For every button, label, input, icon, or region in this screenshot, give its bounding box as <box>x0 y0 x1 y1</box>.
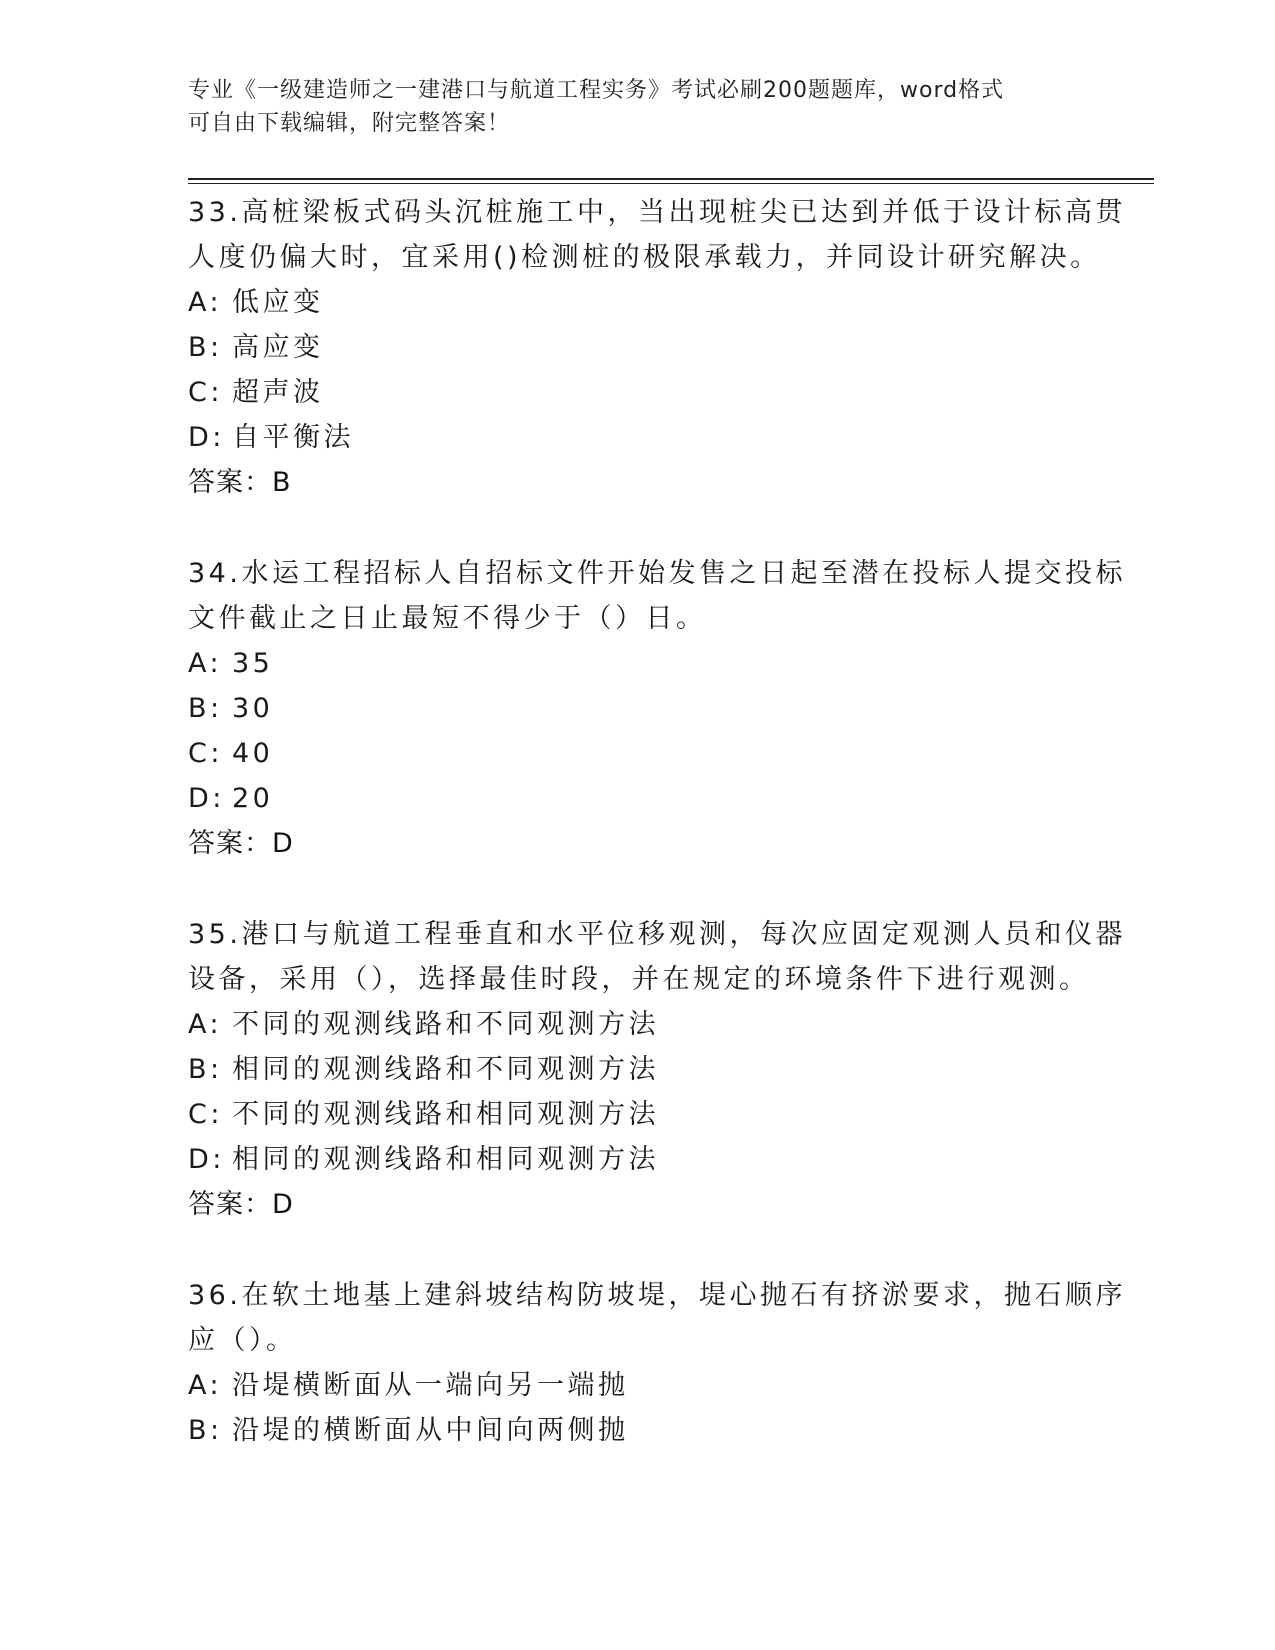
question-stem <box>188 1273 1126 1363</box>
option-a <box>188 1002 1088 1047</box>
question-34 <box>188 551 1126 866</box>
header-line-2: 可自由下载编辑，附完整答案！ <box>188 111 511 136</box>
question-stem <box>188 190 1126 280</box>
question-stem <box>188 551 1126 641</box>
document-header <box>188 74 1068 140</box>
header-divider-thin <box>188 183 1154 184</box>
answer-line: 答案：D <box>188 828 294 859</box>
option-key: C: <box>188 1099 223 1130</box>
stem-line: 应（）。 <box>188 1325 297 1356</box>
option-key: C: <box>188 377 223 408</box>
stem-line: 33.高桩梁板式码头沉桩施工中，当出现桩尖已达到并低于设计标高贯 <box>188 197 1126 228</box>
stem-line: 文件截止之日止最短不得少于（）日。 <box>188 603 707 634</box>
option-key: B: <box>188 332 223 363</box>
option-d <box>188 1137 1088 1182</box>
question-33 <box>188 190 1126 505</box>
question-35 <box>188 912 1126 1227</box>
option-text: 高应变 <box>232 332 324 363</box>
option-text: 不同的观测线路和不同观测方法 <box>232 1009 659 1040</box>
option-text: 自平衡法 <box>232 422 354 453</box>
option-text: 沿堤横断面从一端向另一端抛 <box>232 1370 629 1401</box>
option-text: 相同的观测线路和相同观测方法 <box>232 1144 659 1175</box>
stem-line: 36.在软土地基上建斜坡结构防坡堤，堤心抛石有挤淤要求，抛石顺序 <box>188 1280 1126 1311</box>
question-list <box>188 190 1126 1499</box>
header-line-1: 专业《一级建造师之一建港口与航道工程实务》考试必刷200题题库，word格式 <box>188 78 1005 103</box>
option-text: 不同的观测线路和相同观测方法 <box>232 1099 659 1130</box>
option-text: 低应变 <box>232 287 324 318</box>
option-key: D: <box>188 422 225 453</box>
option-a <box>188 280 1088 325</box>
stem-line: 人度仍偏大时，宜采用()检测桩的极限承载力，并同设计研究解决。 <box>188 242 1101 273</box>
option-key: B: <box>188 1415 223 1446</box>
option-text: 相同的观测线路和不同观测方法 <box>232 1054 659 1085</box>
option-a <box>188 641 1088 686</box>
option-text: 30 <box>232 693 274 724</box>
option-a <box>188 1363 1088 1408</box>
stem-line: 35.港口与航道工程垂直和水平位移观测，每次应固定观测人员和仪器 <box>188 919 1126 950</box>
option-b <box>188 325 1088 370</box>
answer-line: 答案：D <box>188 1189 294 1220</box>
option-d <box>188 415 1088 460</box>
option-c <box>188 370 1088 415</box>
option-key: B: <box>188 693 223 724</box>
header-divider-thick <box>188 178 1154 180</box>
option-c <box>188 1092 1088 1137</box>
option-c <box>188 731 1088 776</box>
stem-line: 设备，采用（），选择最佳时段，并在规定的环境条件下进行观测。 <box>188 964 1090 995</box>
answer-line: 答案：B <box>188 467 292 498</box>
option-key: D: <box>188 1144 225 1175</box>
option-key: A: <box>188 648 223 679</box>
option-b <box>188 686 1088 731</box>
question-36 <box>188 1273 1126 1453</box>
option-key: D: <box>188 783 225 814</box>
option-b <box>188 1047 1088 1092</box>
option-key: A: <box>188 1009 223 1040</box>
option-key: A: <box>188 1370 223 1401</box>
option-key: C: <box>188 738 223 769</box>
option-text: 沿堤的横断面从中间向两侧抛 <box>232 1415 629 1446</box>
option-b <box>188 1408 1088 1453</box>
option-key: A: <box>188 287 223 318</box>
option-text: 35 <box>232 648 274 679</box>
option-key: B: <box>188 1054 223 1085</box>
option-text: 超声波 <box>232 377 324 408</box>
question-stem <box>188 912 1126 1002</box>
option-text: 20 <box>232 783 274 814</box>
stem-line: 34.水运工程招标人自招标文件开始发售之日起至潜在投标人提交投标 <box>188 558 1126 589</box>
option-d <box>188 776 1088 821</box>
option-text: 40 <box>232 738 274 769</box>
